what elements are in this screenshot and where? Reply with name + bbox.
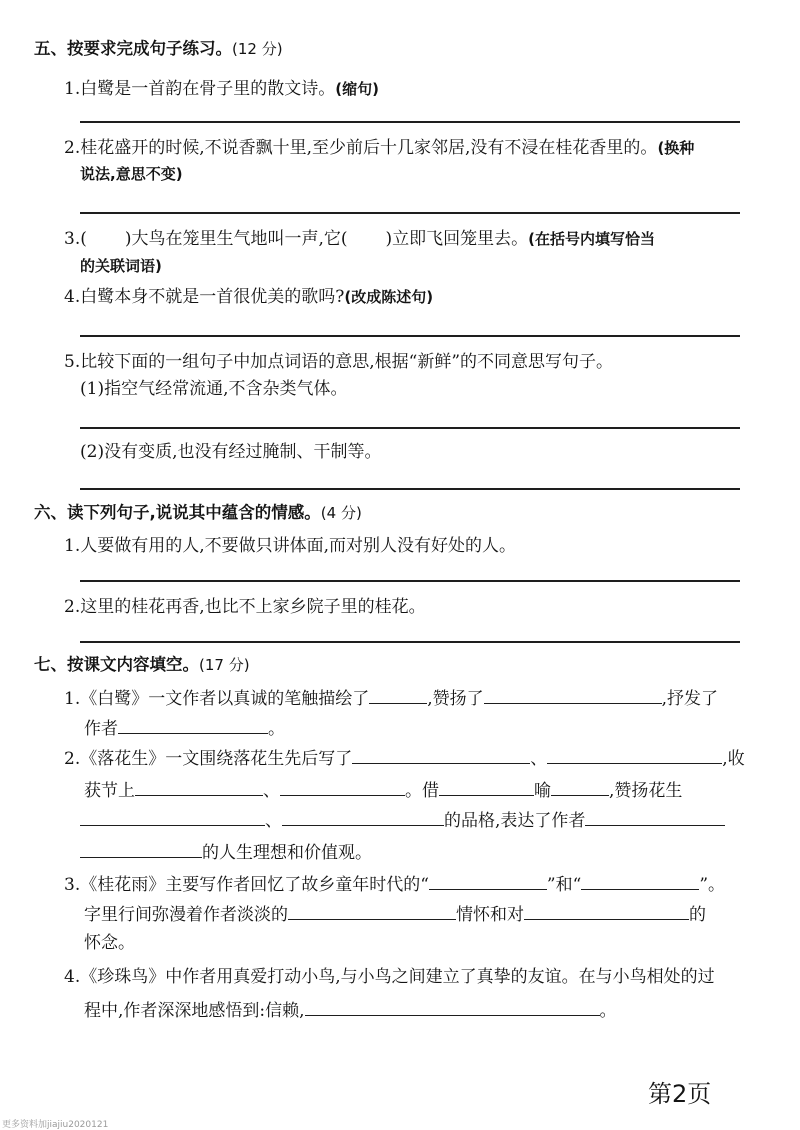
- s7-q2-blank-10[interactable]: [80, 840, 202, 858]
- s7-q2-blank-7[interactable]: [80, 808, 265, 826]
- s7-q1-line2: 作者 。: [84, 716, 285, 740]
- s7-q4-blank-1[interactable]: [305, 998, 600, 1016]
- s5-q4: 4.白鹭本身不就是一首很优美的歌吗?(改成陈述句): [64, 287, 434, 307]
- s7-q2-blank-6[interactable]: [551, 778, 609, 796]
- s7-q2-line2: 获节上 、 。借 喻 ,赞扬花生: [84, 778, 682, 802]
- s7-q3-blank-4[interactable]: [524, 902, 689, 920]
- s6-q1: 1.人要做有用的人,不要做只讲体面,而对别人没有好处的人。: [64, 536, 517, 556]
- s5-q5-sub1: (1)指空气经常流通,不含杂类气体。: [80, 379, 348, 399]
- s7-q1-line1: 1.《白鹭》一文作者以真诚的笔触描绘了 ,赞扬了 ,抒发了: [64, 686, 718, 710]
- section-5-title: 五、按要求完成句子练习。(12 分): [34, 39, 283, 58]
- s7-q2-line1: 2.《落花生》一文围绕落花生先后写了 、 ,收: [64, 746, 745, 770]
- s5-q2-note: 说法,意思不变): [80, 165, 183, 183]
- s5-q3: 3.( )大鸟在笼里生气地叫一声,它( )立即飞回笼里去。(在括号内填写恰当: [64, 229, 656, 249]
- s7-q2-blank-1[interactable]: [352, 746, 530, 764]
- s7-q2-blank-9[interactable]: [585, 808, 725, 826]
- s5-q1-answer-line[interactable]: [80, 121, 740, 123]
- s7-q3-blank-1[interactable]: [429, 872, 547, 890]
- s7-q3-blank-3[interactable]: [288, 902, 456, 920]
- s5-q5: 5.比较下面的一组句子中加点词语的意思,根据“新鲜”的不同意思写句子。: [64, 352, 614, 372]
- s7-q1-blank-3[interactable]: [118, 716, 268, 734]
- watermark-text: 更多资料加jiajiu2020121: [2, 1120, 109, 1130]
- s5-q2: 2.桂花盛开的时候,不说香飘十里,至少前后十几家邻居,没有不浸在桂花香里的。(换种: [64, 138, 695, 158]
- s7-q1-blank-2[interactable]: [484, 686, 662, 704]
- page-number: 第2页: [648, 1080, 712, 1108]
- s7-q2-blank-2[interactable]: [547, 746, 722, 764]
- s7-q3-line1: 3.《桂花雨》主要写作者回忆了故乡童年时代的“ ”和“ ”。: [64, 872, 725, 896]
- s7-q2-line3: 、 的品格,表达了作者: [80, 808, 725, 832]
- s5-q2-answer-line[interactable]: [80, 212, 740, 214]
- s7-q4-line2: 程中,作者深深地感悟到:信赖, 。: [84, 998, 617, 1022]
- s5-q5-sub1-answer-line[interactable]: [80, 427, 740, 429]
- s5-q5-sub2-answer-line[interactable]: [80, 488, 740, 490]
- s7-q3-line3: 怀念。: [84, 933, 135, 953]
- s7-q2-blank-8[interactable]: [282, 808, 444, 826]
- s5-q3-note: 的关联词语): [80, 257, 162, 275]
- s7-q4-line1: 4.《珍珠鸟》中作者用真爱打动小鸟,与小鸟之间建立了真挚的友谊。在与小鸟相处的过: [64, 967, 715, 987]
- s7-q2-blank-3[interactable]: [135, 778, 263, 796]
- s5-q1: 1.白鹭是一首韵在骨子里的散文诗。(缩句): [64, 79, 379, 99]
- s7-q2-blank-5[interactable]: [439, 778, 534, 796]
- s6-q1-answer-line[interactable]: [80, 580, 740, 582]
- section-6-title: 六、读下列句子,说说其中蕴含的情感。(4 分): [34, 503, 362, 522]
- s5-q4-answer-line[interactable]: [80, 335, 740, 337]
- section-7-title: 七、按课文内容填空。(17 分): [34, 655, 250, 674]
- s7-q3-blank-2[interactable]: [581, 872, 699, 890]
- s6-q2: 2.这里的桂花再香,也比不上家乡院子里的桂花。: [64, 597, 426, 617]
- s7-q2-blank-4[interactable]: [280, 778, 405, 796]
- s5-q5-sub2: (2)没有变质,也没有经过腌制、干制等。: [80, 442, 382, 462]
- s7-q1-blank-1[interactable]: [369, 686, 427, 704]
- s7-q3-line2: 字里行间弥漫着作者淡淡的 情怀和对 的: [84, 902, 706, 926]
- s6-q2-answer-line[interactable]: [80, 641, 740, 643]
- s7-q2-line4: 的人生理想和价值观。: [80, 840, 372, 864]
